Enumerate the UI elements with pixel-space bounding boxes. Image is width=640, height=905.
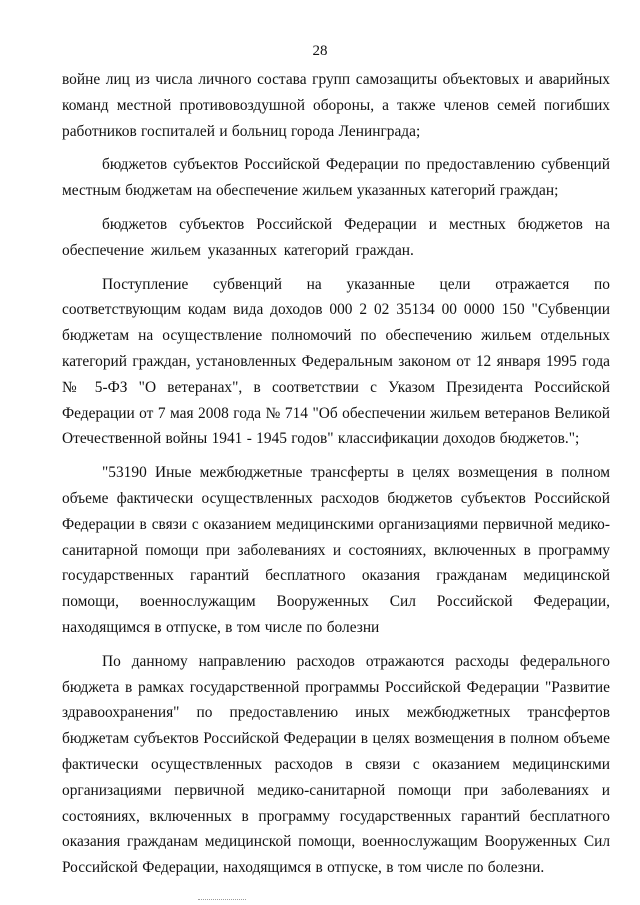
paragraph-subject-budgets-subventions: бюджетов субъектов Российской Федерации по предоставлению субвенций местным бюджетам на обеспечение жильем указанных категорий граждан; <box>62 156 610 200</box>
document-body <box>62 67 610 889</box>
scan-artifact-line <box>198 899 246 903</box>
page-number: 28 <box>312 43 328 59</box>
paragraph-subject-and-local-budgets: бюджетов субъектов Российской Федерации и местных бюджетов на обеспечение жильем указанных категорий граждан. <box>62 215 610 259</box>
paragraph-subvention-receipts: Поступление субвенций на указанные цели отражается по соответствующим кодам вида доходов 000 2 02 35134 00 0000 150 "Субвенции бюджетам на осуществление полномочий по обеспечению жильем отдельных категорий граждан, установленных Федеральным законом от 12 января 1995 года № 5-ФЗ "О ветеранах", в соответствии с Указом Президента Российской Федерации от 7 мая 2008 года № 714 "Об обеспечении жильем ветеранов Великой Отечественной войны 1941 - 1945 годов" классификации доходов бюджетов."; <box>62 275 610 448</box>
paragraph-code-53190: "53190 Иные межбюджетные трансферты в целях возмещения в полном объеме фактически осуществленных расходов бюджетов субъектов Российской Федерации в связи с оказанием медицинскими организациями первичной медико-санитарной помощи при заболеваниях и состояниях, включенных в программу государственных гарантий бесплатного оказания гражданам медицинской помощи, военнослужащим Вооруженных Сил Российской Федерации, находящимся в отпуске, в том числе по болезни <box>62 464 610 636</box>
paragraph-expense-direction: По данному направлению расходов отражаются расходы федерального бюджета в рамках государственной программы Российской Федерации "Развитие здравоохранения" по предоставлению иных межбюджетных трансфертов бюджетам субъектов Российской Федерации в целях возмещения в полном объеме фактически осуществленных расходов в связи с оказанием медицинскими организациями первичной медико-санитарной помощи при заболеваниях и состояниях, включенных в программу государственных гарантий бесплатного оказания гражданам медицинской помощи, военнослужащим Вооруженных Сил Российской Федерации, находящимся в отпуске, в том числе по болезни. <box>62 652 610 877</box>
paragraph-continuation: войне лиц из числа личного состава групп самозащиты объектовых и аварийных команд местной противовоздушной обороны, а также членов семей погибших работников госпиталей и больниц города Ленинграда; <box>62 71 610 140</box>
